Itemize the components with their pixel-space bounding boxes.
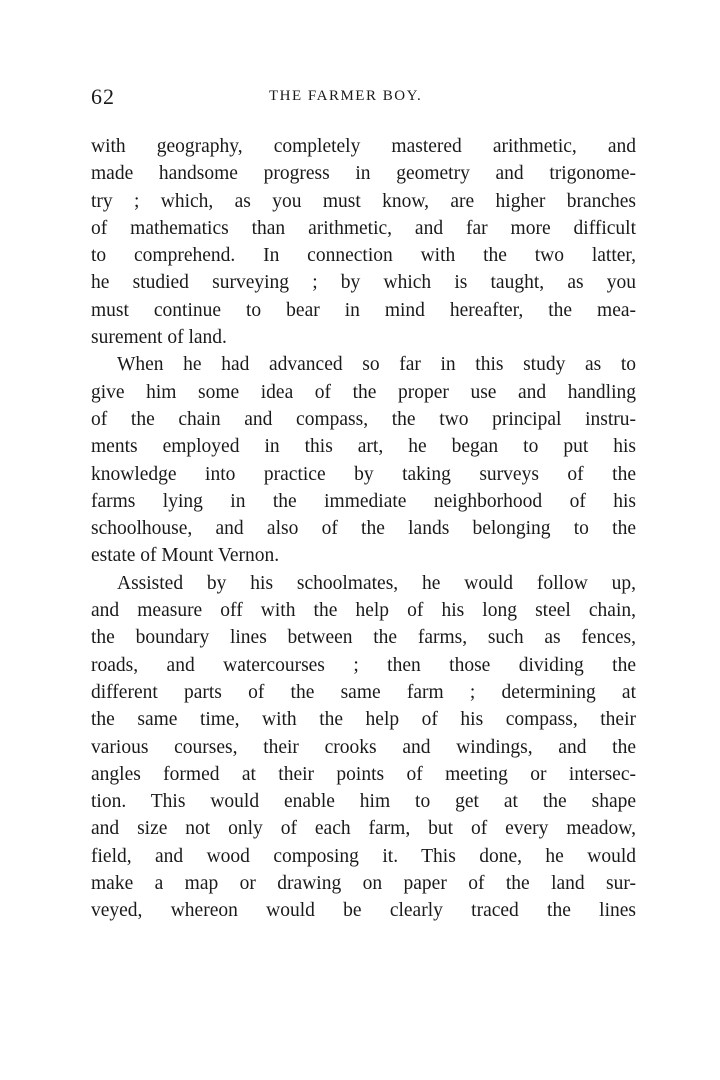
text-line: with geography, completely mastered arithmetic, and: [91, 136, 636, 157]
text-line: When he had advanced so far in this study as to: [117, 354, 636, 376]
text-line: angles formed at their points of meeting or intersec-: [91, 763, 636, 785]
text-line: different parts of the same farm ; determining at: [91, 681, 636, 703]
text-line: and size not only of each farm, but of every meadow,: [91, 818, 636, 840]
text-line: roads, and watercourses ; then those dividing the: [91, 654, 636, 676]
page-header: [91, 84, 636, 116]
text-line: the same time, with the help of his compass, their: [91, 709, 636, 731]
body-text: [91, 133, 636, 925]
text-line: schoolhouse, and also of the lands belonging to the: [91, 518, 636, 540]
text-line: various courses, their crooks and windings, and the: [91, 736, 636, 758]
text-line: veyed, whereon would be clearly traced the lines: [91, 900, 636, 922]
text-line: try ; which, as you must know, are higher branches: [91, 190, 636, 212]
text-line: field, and wood composing it. This done, he would: [91, 845, 636, 867]
text-line: made handsome progress in geometry and trigonome-: [91, 163, 636, 185]
text-line: tion. This would enable him to get at the shape: [91, 791, 636, 813]
text-line: Assisted by his schoolmates, he would follow up,: [117, 572, 636, 594]
text-line: the boundary lines between the farms, such as fences,: [91, 627, 636, 649]
text-line: must continue to bear in mind hereafter, the mea-: [91, 299, 636, 321]
text-line: farms lying in the immediate neighborhood of his: [91, 490, 636, 512]
text-line: make a map or drawing on paper of the land sur-: [91, 873, 636, 895]
text-line: of mathematics than arithmetic, and far more difficult: [91, 217, 636, 239]
text-line: estate of Mount Vernon.: [91, 545, 280, 567]
page-number: 62: [91, 84, 115, 109]
text-line: surement of land.: [91, 327, 227, 349]
text-line: he studied surveying ; by which is taught, as you: [91, 272, 636, 294]
text-line: give him some idea of the proper use and handling: [91, 381, 636, 403]
text-line: ments employed in this art, he began to put his: [91, 436, 636, 458]
text-line: knowledge into practice by taking surveys of the: [91, 463, 636, 485]
text-line: of the chain and compass, the two principal instru-: [91, 408, 636, 430]
running-head: THE FARMER BOY.: [269, 88, 423, 104]
text-line: to comprehend. In connection with the two latter,: [91, 245, 636, 267]
text-line: and measure off with the help of his long steel chain,: [91, 600, 636, 622]
